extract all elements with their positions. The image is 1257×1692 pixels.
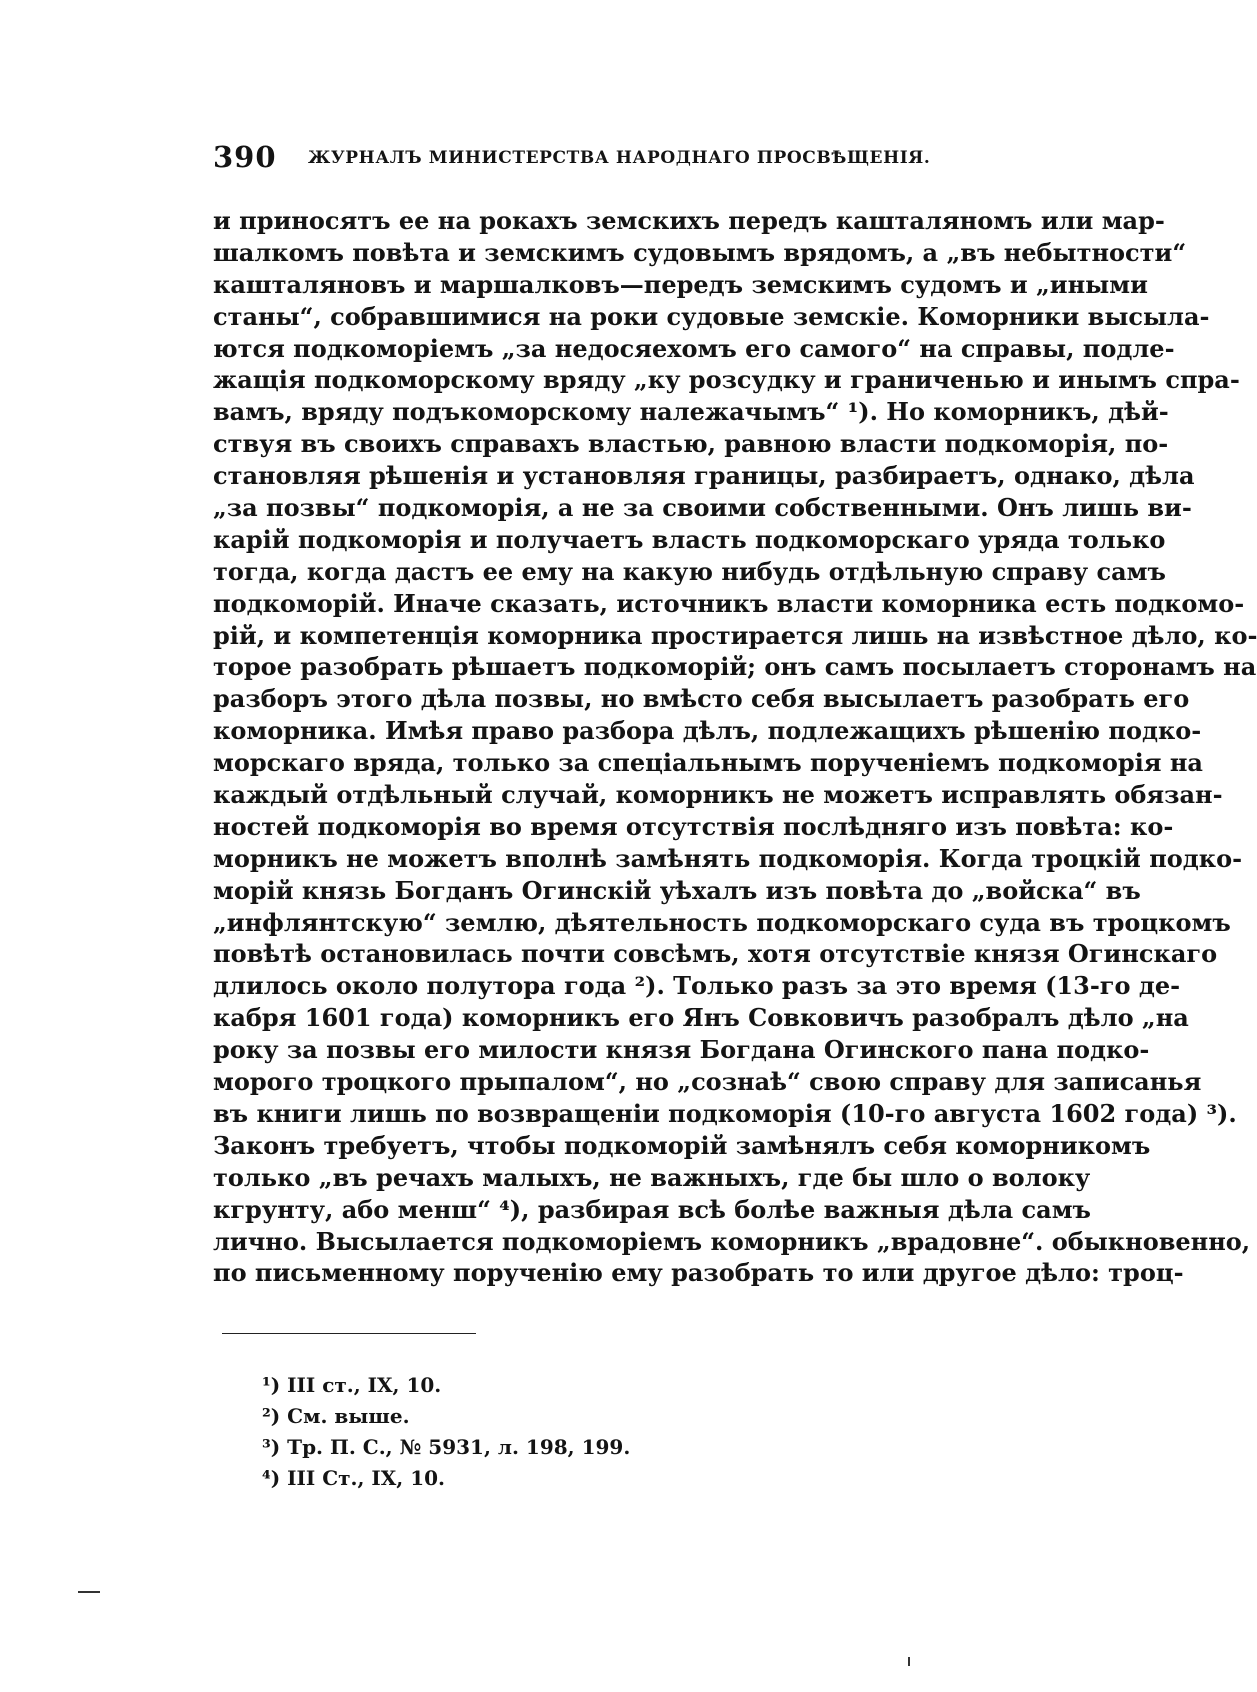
text-line: коморника. Имѣя право разбора дѣлъ, подлежащихъ рѣшенію подко- [213,716,1202,746]
text-line: кашталяновъ и маршалковъ—передъ земскимъ судомъ и „иными [213,269,1148,299]
running-title: ЖУРНАЛЪ МИНИСТЕРСТВА НАРОДНАГО ПРОСВѢЩЕНІЯ. [308,148,931,168]
text-line: ются подкоморіемъ „за недосяехомъ его самого“ на справы, подле- [213,333,1175,363]
text-line: повѣтѣ остановилась почти совсѣмъ, хотя отсутствіе князя Огинскаго [213,939,1218,969]
text-line: Законъ требуетъ, чтобы подкоморій замѣнялъ себя коморникомъ [213,1130,1151,1160]
text-line: морскаго вряда, только за спеціальнымъ порученіемъ подкоморія на [213,748,1203,778]
text-line: разборъ этого дѣла позвы, но вмѣсто себя высылаетъ разобрать его [213,684,1190,714]
text-line: только „въ речахъ малыхъ, не важныхъ, где бы шло о волоку [213,1162,1091,1192]
text-line: тогда, когда дастъ ее ему на какую нибудь отдѣльную справу самъ [213,556,1166,586]
text-line: въ книги лишь по возвращеніи подкоморія (10-го августа 1602 года) ³). [213,1098,1237,1128]
text-line: „за позвы“ подкоморія, а не за своими собственными. Онъ лишь ви- [213,493,1192,523]
footnote-divider [222,1333,476,1334]
text-line: кгрунту, або менш“ ⁴), разбирая всѣ болѣе важныя дѣла самъ [213,1194,1091,1224]
text-line: морій князь Богданъ Огинскій уѣхалъ изъ повѣта до „войска“ въ [213,875,1141,905]
text-line: по письменному порученію ему разобрать то или другое дѣло: троц- [213,1258,1184,1288]
text-line: карій подкоморія и получаетъ власть подкоморскаго уряда только [213,524,1166,554]
body-text [213,205,1257,1289]
text-line: морого троцкого прыпалом“, но „сознаѣ“ свою справу для записанья [213,1067,1202,1097]
text-line: станы“, собравшимися на роки судовые земскіе. Коморники высыла- [213,301,1210,331]
text-line: длилось около полутора года ²). Только разъ за это время (13-го де- [213,971,1181,1001]
text-line: „инфлянтскую“ землю, дѣятельность подкоморскаго суда въ троцкомъ [213,907,1231,937]
text-line: лично. Высылается подкоморіемъ коморникъ „врадовне“. обыкновенно, [213,1226,1251,1256]
footnote: ²) См. выше. [262,1404,410,1428]
footnote: ⁴) III Ст., IX, 10. [262,1466,446,1490]
footnote: ³) Тр. П. С., № 5931, л. 198, 199. [262,1435,631,1459]
text-line: рій, и компетенція коморника простирается лишь на извѣстное дѣло, ко- [213,620,1257,650]
page-number: 390 [213,140,277,174]
text-line: ствуя въ своихъ справахъ властью, равною власти подкоморія, по- [213,429,1169,459]
text-line: морникъ не можетъ вполнѣ замѣнять подкоморія. Когда троцкій подко- [213,843,1243,873]
text-line: жащія подкоморскому вряду „ку розсудку и граниченью и инымъ спра- [213,365,1240,395]
text-line: каждый отдѣльный случай, коморникъ не можетъ исправлять обязан- [213,780,1223,810]
scan-mark [78,1591,100,1593]
footnotes [262,1370,862,1494]
text-line: подкоморій. Иначе сказать, источникъ власти коморника есть подкомо- [213,588,1245,618]
text-line: шалкомъ повѣта и земскимъ судовымъ врядомъ, а „въ небытности“ [213,237,1187,267]
text-line: торое разобрать рѣшаетъ подкоморій; онъ самъ посылаетъ сторонамъ на [213,652,1257,682]
text-line: вамъ, вряду подъкоморскому належачымъ“ ¹). Но коморникъ, дѣй- [213,397,1169,427]
scan-mark [908,1657,910,1666]
text-line: року за позвы его милости князя Богдана Огинского пана подко- [213,1035,1150,1065]
running-header [213,140,933,180]
text-line: кабря 1601 года) коморникъ его Янъ Совковичъ разобралъ дѣло „на [213,1003,1189,1033]
text-line: ностей подкоморія во время отсутствія послѣдняго изъ повѣта: ко- [213,811,1174,841]
text-line: и приносятъ ее на рокахъ земскихъ передъ кашталяномъ или мар- [213,206,1165,235]
footnote: ¹) III ст., IX, 10. [262,1373,442,1397]
text-line: становляя рѣшенія и установляя границы, разбираетъ, однако, дѣла [213,461,1195,491]
